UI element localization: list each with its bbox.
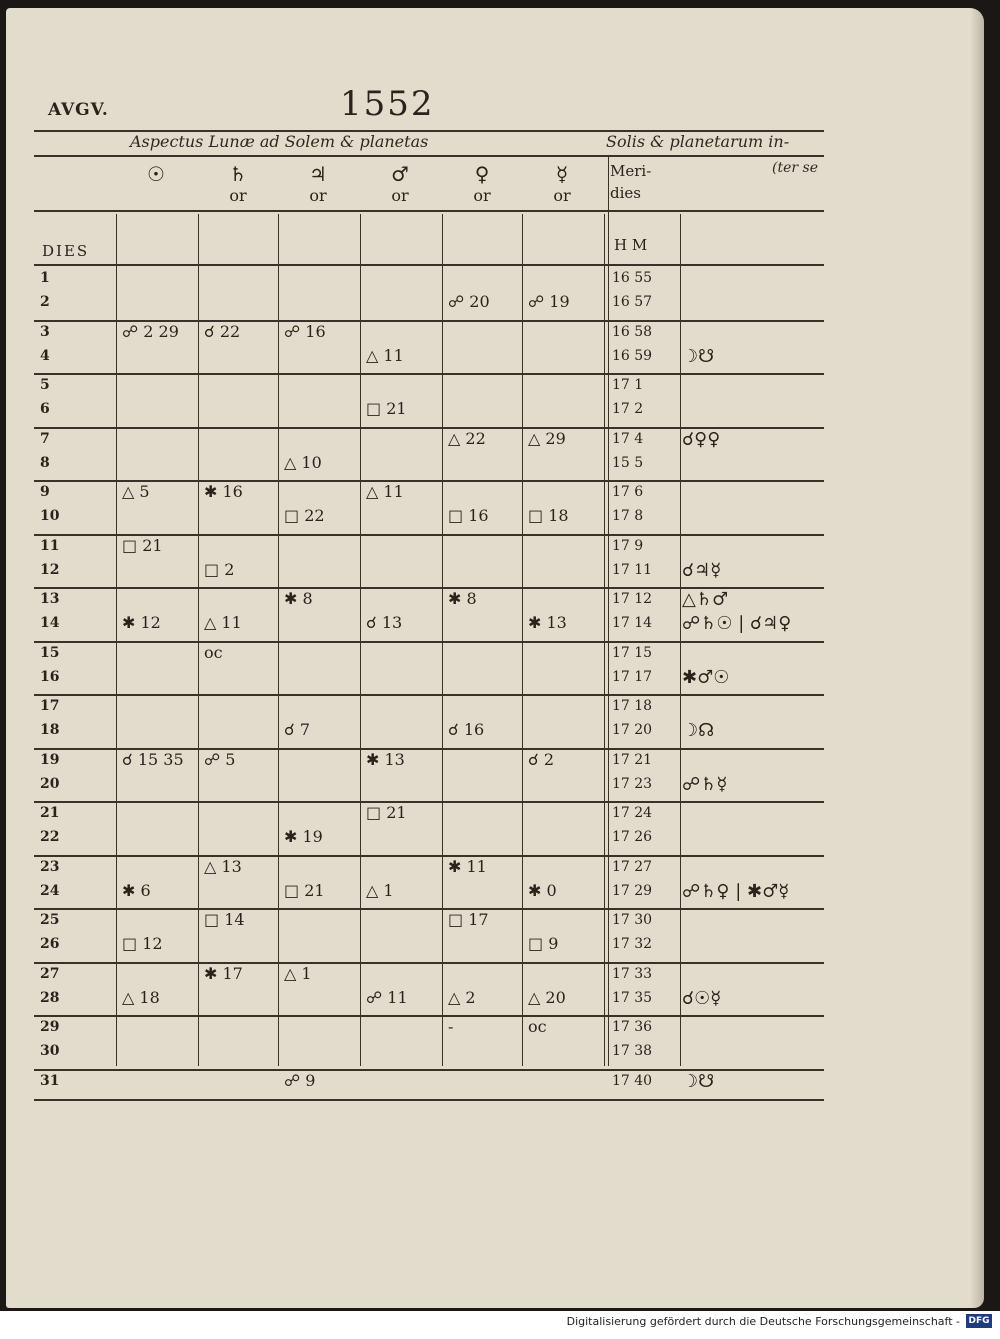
column-or-label: or [473, 186, 491, 205]
day-number: 3 [40, 323, 50, 340]
meridian-time: 17 23 [612, 775, 653, 792]
meridian-time: 17 1 [612, 377, 644, 393]
planet-aspect: ☍♄☿ [682, 773, 728, 795]
day-number: 26 [40, 936, 60, 952]
meridies-divider-inner [608, 155, 609, 1066]
row-group-rule [34, 480, 824, 482]
meridian-time: 16 59 [612, 347, 653, 364]
day-number: 7 [40, 430, 50, 447]
row-group-rule [34, 373, 824, 375]
aspect-entry: ✱ 11 [448, 856, 487, 876]
meridian-time: 17 33 [612, 965, 653, 982]
day-number: 15 [40, 644, 60, 661]
planets-inter-title: Solis & planetarum in- [606, 132, 790, 151]
day-number: 20 [40, 775, 60, 792]
planets-inter-title-cont: (ter se [772, 160, 818, 176]
day-number: 2 [40, 294, 50, 310]
aspect-entry: △ 10 [284, 452, 322, 472]
day-number: 13 [40, 591, 60, 607]
aspect-entry: □ 12 [122, 934, 163, 953]
day-number: 1 [40, 270, 50, 286]
rule-dies [34, 264, 824, 266]
column-planet-symbol: ♀ [474, 162, 490, 186]
dies-label: DIES [42, 242, 90, 260]
aspect-entry: ☍ 5 [204, 749, 236, 769]
day-number: 5 [40, 377, 50, 393]
meridian-time: 17 40 [612, 1072, 653, 1089]
planet-aspect: ✱♂☉ [682, 666, 730, 688]
meridian-time: 17 12 [612, 591, 653, 607]
meridian-time: 17 38 [612, 1043, 653, 1059]
aspect-entry: ✱ 13 [528, 613, 567, 632]
meridian-time: 17 24 [612, 805, 653, 821]
aspect-entry: □ 18 [528, 506, 569, 525]
dfg-logo: DFG [966, 1314, 992, 1328]
aspect-entry: △ 5 [122, 482, 150, 501]
meridian-time: 17 9 [612, 537, 644, 554]
aspect-entry: □ 17 [448, 910, 489, 929]
meridian-time: 17 17 [612, 668, 653, 685]
year-heading: 1552 [340, 84, 435, 124]
aspect-entry: ✱ 12 [122, 613, 161, 632]
day-number: 28 [40, 989, 60, 1006]
day-number: 25 [40, 912, 60, 928]
day-number: 4 [40, 347, 50, 364]
aspect-entry: △ 18 [122, 987, 160, 1007]
planet-aspect: △♄♂ [682, 589, 729, 610]
planet-aspect: ☍♄☉ | ☌♃♀ [682, 613, 792, 634]
row-group-rule [34, 694, 824, 696]
planet-aspect: ☍♄♀ | ✱♂☿ [682, 880, 790, 902]
rule-colhead [34, 210, 824, 212]
day-number: 19 [40, 751, 60, 768]
day-number: 21 [40, 805, 60, 821]
meridian-time: 17 21 [612, 751, 653, 768]
day-number: 16 [40, 668, 60, 685]
month-heading: AVGV. [48, 100, 109, 120]
column-or-label: or [309, 186, 327, 205]
day-number: 11 [40, 537, 60, 554]
meridian-time: 17 35 [612, 989, 653, 1006]
column-or-label: or [553, 186, 571, 205]
hm-label: H M [614, 236, 648, 254]
planet-aspect: ☽☋ [682, 1070, 715, 1092]
column-or-label: or [391, 186, 409, 205]
aspect-entry: ☌ 2 [528, 749, 555, 769]
planet-aspect: ☌♀♀ [682, 428, 721, 450]
row-group-rule [34, 641, 824, 643]
aspect-entry: ☍ 9 [284, 1070, 316, 1090]
meridian-time: 17 18 [612, 698, 653, 714]
aspect-entry: □ 16 [448, 506, 489, 525]
day-number: 31 [40, 1072, 60, 1089]
column-planet-symbol: ♂ [391, 162, 409, 186]
column-planet-symbol: ♃ [309, 162, 327, 186]
meridian-time: 17 11 [612, 561, 653, 578]
aspect-entry: ☌ 16 [448, 720, 485, 739]
aspect-entry: ✱ 8 [448, 589, 477, 608]
aspect-entry: △ 1 [284, 963, 312, 983]
meridian-time: 15 5 [612, 454, 644, 471]
day-number: 8 [40, 454, 50, 471]
meridian-time: 17 15 [612, 644, 653, 661]
aspect-entry: □ 14 [204, 910, 245, 929]
aspect-entry: △ 13 [204, 856, 242, 876]
planet-aspect: ☽☊ [682, 720, 715, 741]
aspect-entry: ✱ 16 [204, 482, 243, 501]
column-planet-symbol: ☉ [147, 162, 165, 186]
aspect-entry: ☌ 15 35 [122, 749, 184, 769]
aspect-entry: △ 11 [204, 613, 242, 632]
day-number: 6 [40, 401, 50, 417]
aspect-entry: △ 11 [366, 482, 404, 501]
column-or-label: or [229, 186, 247, 205]
aspect-entry: ✱ 19 [284, 827, 323, 846]
aspect-entry: ✱ 6 [122, 880, 151, 900]
meridian-time: 17 8 [612, 508, 644, 524]
day-number: 17 [40, 698, 60, 714]
aspect-entry: △ 22 [448, 428, 486, 448]
meridian-time: 17 14 [612, 615, 653, 631]
day-number: 22 [40, 829, 60, 845]
meridian-time: 17 4 [612, 430, 644, 447]
day-number: 23 [40, 858, 60, 875]
aspect-entry: ☌ 13 [366, 613, 403, 632]
meridian-time: 17 32 [612, 936, 653, 952]
row-group-rule [34, 1015, 824, 1017]
aspect-entry: ☍ 19 [528, 292, 570, 311]
aspect-entry: △ 20 [528, 987, 566, 1007]
aspect-entry: □ 9 [528, 934, 559, 953]
meridian-time: 17 26 [612, 829, 653, 845]
column-planet-symbol: ☿ [555, 162, 569, 186]
aspect-entry: △ 1 [366, 880, 394, 900]
aspect-entry: ✱ 0 [528, 880, 557, 900]
aspect-entry: □ 2 [204, 559, 235, 579]
aspect-entry: □ 21 [366, 399, 407, 418]
day-number: 14 [40, 615, 60, 631]
aspect-entry: ✱ 8 [284, 589, 313, 608]
aspect-entry: △ 29 [528, 428, 566, 448]
column-planet-symbol: ♄ [229, 162, 247, 186]
meridies-label: Meri- dies [610, 162, 652, 202]
day-number: 12 [40, 561, 60, 578]
aspect-entry: ✱ 17 [204, 963, 243, 983]
row-group-rule [34, 855, 824, 857]
day-number: 27 [40, 965, 60, 982]
meridian-time: 17 30 [612, 912, 653, 928]
meridian-time: 17 20 [612, 722, 653, 738]
planet-aspect: ☽☋ [682, 345, 715, 367]
planet-aspect: ☌☉☿ [682, 987, 722, 1009]
meridian-time: 17 27 [612, 858, 653, 875]
aspect-entry: ☍ 16 [284, 321, 326, 341]
aspect-entry: oc [528, 1017, 547, 1036]
aspect-entry: □ 21 [122, 535, 163, 555]
aspect-entry: ✱ 13 [366, 749, 405, 769]
row-group-rule [34, 801, 824, 803]
aspect-entry: □ 21 [284, 880, 325, 900]
meridian-time: 16 58 [612, 323, 653, 340]
day-number: 9 [40, 484, 50, 500]
page-edge-shadow [970, 8, 984, 1308]
aspect-entry: △ 2 [448, 987, 476, 1007]
day-number: 10 [40, 508, 60, 524]
meridian-time: 16 55 [612, 270, 653, 286]
meridian-time: 16 57 [612, 294, 653, 310]
aspect-entry: ☍ 20 [448, 292, 490, 311]
aspect-entry: - [448, 1017, 454, 1036]
meridian-time: 17 36 [612, 1019, 653, 1035]
day-number: 30 [40, 1043, 60, 1059]
aspect-entry: □ 21 [366, 803, 407, 822]
aspect-entry: ☌ 22 [204, 321, 241, 341]
day-number: 18 [40, 722, 60, 738]
rule-top [34, 130, 824, 132]
footer-credit: Digitalisierung gefördert durch die Deutsche Forschungsgemeinschaft - [566, 1315, 960, 1328]
meridian-time: 17 2 [612, 401, 644, 417]
meridian-time: 17 29 [612, 882, 653, 899]
day-number: 29 [40, 1019, 60, 1035]
row-group-rule [34, 908, 824, 910]
aspect-entry: oc [204, 642, 223, 662]
row-group-rule [34, 1099, 824, 1101]
aspects-title: Aspectus Lunæ ad Solem & planetas [130, 132, 429, 151]
day-number: 24 [40, 882, 60, 899]
rule-title [34, 155, 824, 157]
aspect-entry: ☍ 11 [366, 987, 408, 1007]
planet-aspect: ☌♃☿ [682, 559, 722, 581]
meridian-time: 17 6 [612, 484, 644, 500]
aspect-entry: △ 11 [366, 345, 404, 365]
aspect-entry: ☌ 7 [284, 720, 311, 739]
row-group-rule [34, 962, 824, 964]
aspect-entry: □ 22 [284, 506, 325, 525]
aspect-entry: ☍ 2 29 [122, 321, 179, 341]
